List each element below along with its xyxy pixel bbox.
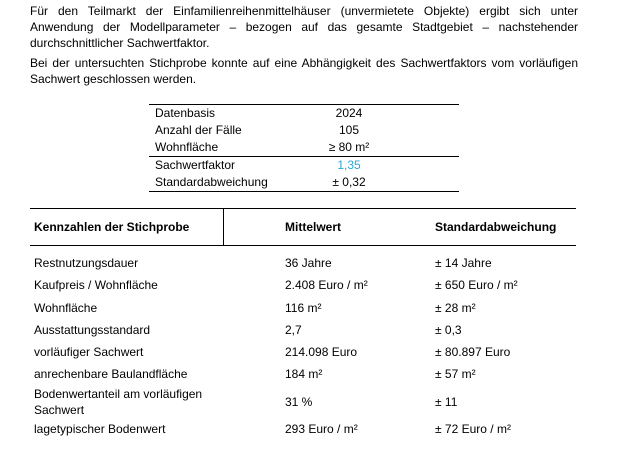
table-row [30, 363, 576, 385]
row-name: Ausstattungsstandard [34, 322, 151, 337]
summary-row [149, 122, 459, 139]
header-kennzahlen: Kennzahlen der Stichprobe [34, 220, 190, 234]
row-mean: 184 m² [285, 367, 323, 382]
intro-line: Anwendung der Modellparameter – bezogen auf das gesamte Stadtgebiet – nachstehender [30, 20, 578, 34]
note-line: Sachwert geschlossen werden. [30, 72, 197, 86]
header-mittelwert: Mittelwert [285, 220, 342, 234]
summary-row [149, 139, 459, 156]
summary-value: ≥ 80 m² [328, 140, 370, 154]
summary-value: 105 [338, 123, 360, 137]
row-sd: ± 57 m² [435, 367, 476, 382]
summary-row [149, 105, 459, 122]
row-name-line: Bodenwertanteil am vorläufigen [34, 386, 203, 401]
row-name: Kaufpreis / Wohnfläche [34, 278, 158, 293]
summary-label: Anzahl der Fälle [155, 123, 242, 137]
sachwertfaktor-value: 1,35 [337, 158, 361, 172]
row-sd: ± 0,3 [435, 322, 462, 337]
row-mean: 31 % [285, 394, 313, 409]
row-sd: ± 14 Jahre [435, 256, 492, 270]
summary-label: Datenbasis [155, 106, 216, 120]
stats-table [30, 208, 576, 440]
row-name: anrechenbare Baulandfläche [34, 367, 188, 382]
summary-value: 2024 [335, 106, 363, 120]
row-name: lagetypischer Bodenwert [34, 421, 166, 436]
row-name: vorläufiger Sachwert [34, 345, 144, 360]
summary-row [149, 156, 459, 174]
summary-value: ± 0,32 [332, 175, 366, 189]
intro-paragraph [30, 3, 578, 51]
table-row [30, 386, 576, 418]
row-sd: ± 11 [435, 394, 458, 409]
row-name: Restnutzungsdauer [34, 256, 139, 270]
row-sd: ± 72 Euro / m² [435, 421, 511, 436]
stats-body [30, 246, 576, 440]
table-row [30, 341, 576, 363]
row-mean: 2.408 Euro / m² [285, 278, 368, 293]
table-row [30, 252, 576, 274]
note-paragraph [30, 55, 578, 87]
summary-label: Wohnfläche [155, 140, 219, 154]
row-name [34, 386, 202, 418]
row-sd: ± 28 m² [435, 300, 476, 315]
note-line: Bei der untersuchten Stichprobe konnte auf eine Abhängigkeit des Sachwertfaktors vom vorläufigen [30, 56, 578, 70]
row-mean: 36 Jahre [285, 256, 332, 270]
summary-label: Sachwertfaktor [155, 158, 236, 172]
summary-row [149, 174, 459, 191]
table-row [30, 319, 576, 341]
summary-label: Standardabweichung [155, 175, 268, 189]
row-sd: ± 80.897 Euro [435, 345, 511, 360]
intro-line: Für den Teilmarkt der Einfamilienreihenmittelhäuser (unvermietete Objekte) ergibt sich unter [30, 4, 578, 18]
row-mean: 214.098 Euro [285, 345, 358, 360]
summary-table [149, 104, 459, 192]
row-sd: ± 650 Euro / m² [435, 278, 518, 293]
row-mean: 293 Euro / m² [285, 421, 358, 436]
stats-header [30, 208, 576, 246]
header-standardabweichung: Standardabweichung [435, 220, 557, 234]
header-divider [223, 209, 224, 245]
row-mean: 116 m² [285, 300, 322, 315]
table-row [30, 274, 576, 296]
intro-line: durchschnittlicher Sachwertfaktor. [30, 36, 210, 50]
table-row [30, 418, 576, 440]
row-name: Wohnfläche [34, 300, 98, 315]
row-name-line: Sachwert [34, 402, 85, 417]
row-mean: 2,7 [285, 322, 302, 337]
table-row [30, 297, 576, 319]
